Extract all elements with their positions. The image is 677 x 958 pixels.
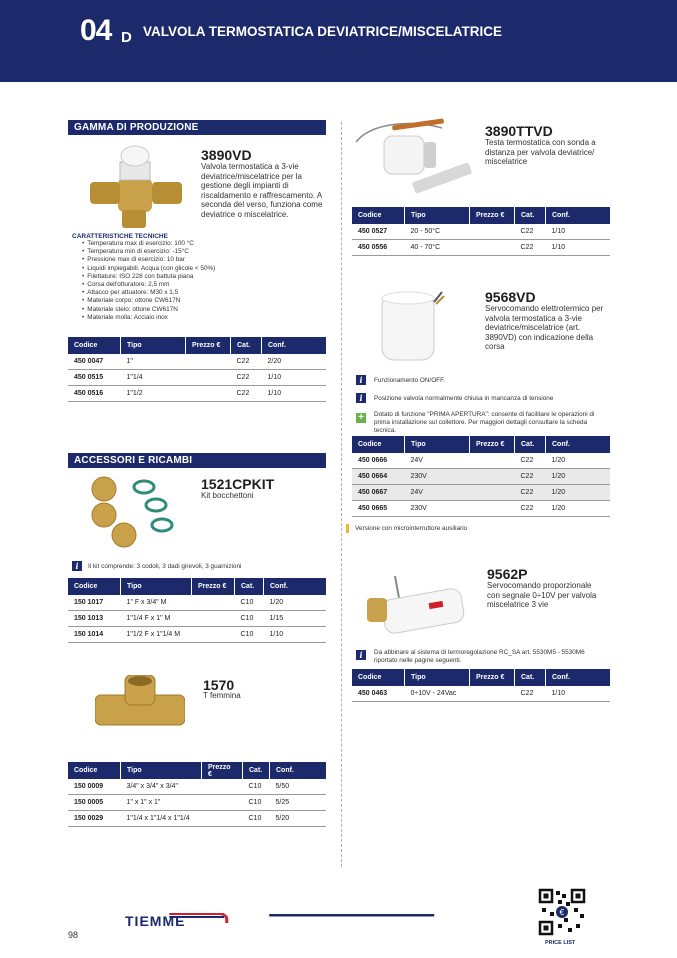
cell-conf: 1/20 [546, 485, 611, 501]
cell-conf: 1/20 [546, 469, 611, 485]
col-conf: Conf. [264, 578, 327, 595]
col-conf: Conf. [546, 669, 611, 686]
col-prezzo: Prezzo € [470, 207, 515, 224]
cell-codice: 150 0029 [68, 811, 121, 827]
section-gamma: GAMMA DI PRODUZIONE [68, 120, 326, 135]
col-prezzo: Prezzo € [470, 436, 515, 453]
kit-note: Il kit comprende: 3 codoli, 3 dadi girevoli, 3 guarnizioni [88, 563, 242, 570]
qr-code-icon [538, 888, 586, 936]
table-header-row [352, 207, 610, 224]
note-on-off: Funzionamento ON/OFF. [374, 377, 446, 384]
cell-tipo: 1"1/4 [121, 370, 186, 386]
cell-tipo: 1" F x 3/4" M [121, 595, 192, 611]
table-row [352, 501, 610, 517]
cell-cat: C10 [243, 795, 270, 811]
col-codice: Codice [352, 436, 405, 453]
cell-codice: 450 0666 [352, 453, 405, 469]
page-header [0, 0, 677, 82]
actuator-9568vd-image [372, 288, 452, 368]
cell-cat: C10 [235, 595, 264, 611]
product-title-3890vd: 3890VD [201, 147, 252, 163]
cell-conf: 5/50 [270, 779, 327, 795]
table-row [68, 386, 326, 402]
cell-tipo: 24V [405, 453, 470, 469]
table-row [352, 240, 610, 256]
cell-cat: C22 [515, 224, 546, 240]
chapter-number: 04 [80, 14, 112, 47]
table-row [68, 627, 326, 643]
cell-cat: C22 [515, 469, 546, 485]
product-title-1570: 1570 [203, 677, 235, 693]
tech-spec-list [72, 240, 215, 322]
cell-tipo: 1"1/2 [121, 386, 186, 402]
tech-spec-item: • Temperatura max di esercizio: 100 °C [82, 240, 215, 248]
tech-spec-item: • Materiale stelo: ottone CW617N [82, 306, 215, 314]
table-row [68, 611, 326, 627]
cell-codice: 450 0047 [68, 354, 121, 370]
tech-spec-item: • Materiale molla: Acciaio inox [82, 314, 215, 322]
cell-conf: 1/10 [262, 370, 327, 386]
table-9562p [352, 669, 610, 702]
col-tipo: Tipo [405, 669, 470, 686]
product-desc-1570: T femmina [203, 691, 241, 700]
table-row [68, 370, 326, 386]
col-tipo: Tipo [121, 762, 202, 779]
cell-cat: C22 [515, 686, 546, 702]
cell-conf: 1/10 [264, 627, 327, 643]
col-prezzo: Prezzo € [470, 669, 515, 686]
cell-codice: 150 1013 [68, 611, 121, 627]
table-row [352, 224, 610, 240]
col-prezzo: Prezzo € [202, 762, 243, 779]
cell-tipo: 3/4" x 3/4" x 3/4" [121, 779, 202, 795]
cell-codice: 450 0516 [68, 386, 121, 402]
col-cat: Cat. [515, 436, 546, 453]
tee-1570-image [95, 675, 185, 750]
plus-icon: + [356, 413, 366, 423]
tech-spec-title: CARATTERISTICHE TECNICHE [72, 233, 168, 240]
col-cat: Cat. [235, 578, 264, 595]
cell-tipo: 230V [405, 469, 470, 485]
product-desc-1521cpkit: Kit bocchettoni [201, 491, 254, 500]
cell-prezzo [192, 627, 235, 643]
thermo-head-3890ttvd-image [352, 118, 478, 198]
col-cat: Cat. [515, 669, 546, 686]
cell-conf: 1/10 [546, 686, 611, 702]
col-prezzo: Prezzo € [192, 578, 235, 595]
col-codice: Codice [68, 762, 121, 779]
valve-3890vd-image [82, 140, 192, 230]
product-title-9562p: 9562P [487, 566, 528, 582]
table-header-row [352, 436, 610, 453]
table-1521cpkit [68, 578, 326, 643]
table-row [68, 595, 326, 611]
table-row [352, 453, 610, 469]
table-header-row [352, 669, 610, 686]
cell-tipo: 0÷10V - 24Vac [405, 686, 470, 702]
product-title-9568vd: 9568VD [485, 289, 536, 305]
cell-tipo: 1" [121, 354, 186, 370]
col-codice: Codice [352, 207, 405, 224]
cell-cat: C22 [231, 370, 262, 386]
info-icon: i [356, 375, 366, 385]
col-prezzo: Prezzo € [186, 337, 231, 354]
cell-tipo: 230V [405, 501, 470, 517]
tech-spec-item: • Materiale corpo: ottone CW617N [82, 297, 215, 305]
col-conf: Conf. [270, 762, 327, 779]
table-row [352, 469, 610, 485]
cell-prezzo [202, 779, 243, 795]
cell-prezzo [192, 611, 235, 627]
page-title: VALVOLA TERMOSTATICA DEVIATRICE/MISCELATRICE [143, 24, 502, 39]
table-row [68, 795, 326, 811]
cell-tipo: 40 - 70°C [405, 240, 470, 256]
cell-cat: C22 [231, 354, 262, 370]
cell-conf: 1/15 [264, 611, 327, 627]
svg-text:€: € [559, 908, 565, 917]
page-number: 98 [68, 930, 79, 940]
cell-conf: 5/20 [270, 811, 327, 827]
col-cat: Cat. [231, 337, 262, 354]
cell-conf: 1/10 [546, 240, 611, 256]
cell-codice: 450 0665 [352, 501, 405, 517]
cell-codice: 450 0667 [352, 485, 405, 501]
cell-conf: 1/10 [546, 224, 611, 240]
cell-codice: 450 0556 [352, 240, 405, 256]
cell-codice: 150 1017 [68, 595, 121, 611]
table-header-row [68, 578, 326, 595]
cell-prezzo [186, 370, 231, 386]
table-row [68, 811, 326, 827]
cell-conf: 1/10 [262, 386, 327, 402]
cell-codice: 150 0005 [68, 795, 121, 811]
col-conf: Conf. [262, 337, 327, 354]
cell-codice: 450 0463 [352, 686, 405, 702]
cell-conf: 2/20 [262, 354, 327, 370]
cell-prezzo [470, 501, 515, 517]
cell-prezzo [186, 386, 231, 402]
col-cat: Cat. [243, 762, 270, 779]
tech-spec-item: • Attacco per attuatore: M30 x 1,5 [82, 289, 215, 297]
table-row [68, 779, 326, 795]
table-header-row [68, 762, 326, 779]
tech-spec-item: • Filettature: ISO 228 con battuta piana [82, 273, 215, 281]
col-tipo: Tipo [121, 578, 192, 595]
cell-tipo: 20 - 50°C [405, 224, 470, 240]
col-tipo: Tipo [121, 337, 186, 354]
info-icon: i [356, 650, 366, 660]
actuator-9562p-image [365, 568, 475, 643]
col-codice: Codice [68, 337, 121, 354]
note-rc-sa: Da abbinare al sistema di termoregolazione RC_SA art. 5530M5 - 5530M6 riportato nelle pagine seguenti. [374, 649, 585, 664]
product-desc-9562p: Servocomando proporzionale con segnale 0÷10V per valvola miscelatrice 3 vie [487, 581, 597, 609]
cell-cat: C22 [515, 485, 546, 501]
table-header-row [68, 337, 326, 354]
col-codice: Codice [68, 578, 121, 595]
cell-cat: C22 [515, 501, 546, 517]
cell-prezzo [470, 686, 515, 702]
cell-codice: 150 0009 [68, 779, 121, 795]
col-tipo: Tipo [405, 207, 470, 224]
cell-codice: 450 0664 [352, 469, 405, 485]
brand-logo: TIEMME [125, 913, 186, 929]
col-codice: Codice [352, 669, 405, 686]
kit-1521cpkit-image [82, 475, 182, 555]
product-desc-3890vd: Valvola termostatica a 3-vie deviatrice/miscelatrice per la gestione degli impianti di riscaldamento e raffrescamento. A seconda del verso, funziona come deviatrice o miscelatrice. [201, 162, 323, 219]
col-tipo: Tipo [405, 436, 470, 453]
cell-prezzo [202, 811, 243, 827]
table-3890ttvd [352, 207, 610, 256]
info-icon: i [72, 561, 82, 571]
note-first-opening: Dotato di funzione "PRIMA APERTURA": consente di facilitare le operazioni di prima installazione sul collettore. Per maggiori dettagli consultare la scheda tecnica. [374, 411, 595, 434]
cell-tipo: 1"1/4 x 1"1/4 x 1"1/4 [121, 811, 202, 827]
product-title-1521cpkit: 1521CPKIT [201, 476, 275, 492]
table-3890vd [68, 337, 326, 402]
marker-bar [346, 524, 349, 533]
footnote-microswitch: Versione con microinterruttore ausiliario [355, 525, 468, 532]
tech-spec-item: • Temperatura min di esercizio: -15°C [82, 248, 215, 256]
tech-spec-item: • Pressione max di esercizio: 10 bar [82, 256, 215, 264]
cell-conf: 1/20 [546, 501, 611, 517]
cell-cat: C10 [243, 779, 270, 795]
cell-codice: 450 0527 [352, 224, 405, 240]
cell-prezzo [470, 224, 515, 240]
cell-codice: 450 0515 [68, 370, 121, 386]
chapter-letter: D [121, 29, 132, 46]
cell-conf: 1/20 [546, 453, 611, 469]
cell-conf: 5/25 [270, 795, 327, 811]
column-divider [341, 122, 342, 867]
table-1570 [68, 762, 326, 827]
table-row [352, 485, 610, 501]
cell-cat: C10 [235, 611, 264, 627]
tech-spec-item: • Corsa dell'otturatore: 2,5 mm [82, 281, 215, 289]
table-row [68, 354, 326, 370]
col-conf: Conf. [546, 207, 611, 224]
cell-prezzo [470, 469, 515, 485]
cell-codice: 150 1014 [68, 627, 121, 643]
cell-cat: C22 [515, 453, 546, 469]
product-desc-9568vd: Servocomando elettrotermico per valvola termostatica a 3-vie deviatrice/miscelatrice (art. 3890VD) con indicazione della corsa [485, 304, 604, 351]
product-desc-3890ttvd: Testa termostatica con sonda a distanza per valvola deviatrice/ miscelatrice [485, 138, 596, 166]
cell-tipo: 24V [405, 485, 470, 501]
cell-cat: C22 [515, 240, 546, 256]
tech-spec-item: • Liquidi impiegabili: Acqua (con glicole < 50%) [82, 265, 215, 273]
qr-label: PRICE LIST [545, 940, 576, 946]
cell-cat: C22 [231, 386, 262, 402]
col-conf: Conf. [546, 436, 611, 453]
cell-prezzo [202, 795, 243, 811]
cell-tipo: 1"1/2 F x 1"1/4 M [121, 627, 192, 643]
cell-prezzo [470, 485, 515, 501]
note-normally-closed: Posizione valvola normalmente chiusa in mancanza di tensione [374, 395, 554, 402]
col-cat: Cat. [515, 207, 546, 224]
cell-cat: C10 [235, 627, 264, 643]
cell-prezzo [192, 595, 235, 611]
cell-tipo: 1" x 1" x 1" [121, 795, 202, 811]
cell-conf: 1/20 [264, 595, 327, 611]
cell-cat: C10 [243, 811, 270, 827]
section-accessori: ACCESSORI E RICAMBI [68, 453, 326, 468]
info-icon: i [356, 393, 366, 403]
cell-prezzo [186, 354, 231, 370]
cell-tipo: 1"1/4 F x 1" M [121, 611, 192, 627]
table-9568vd [352, 436, 610, 517]
cell-prezzo [470, 453, 515, 469]
product-title-3890ttvd: 3890TTVD [485, 123, 553, 139]
table-row [352, 686, 610, 702]
cell-prezzo [470, 240, 515, 256]
